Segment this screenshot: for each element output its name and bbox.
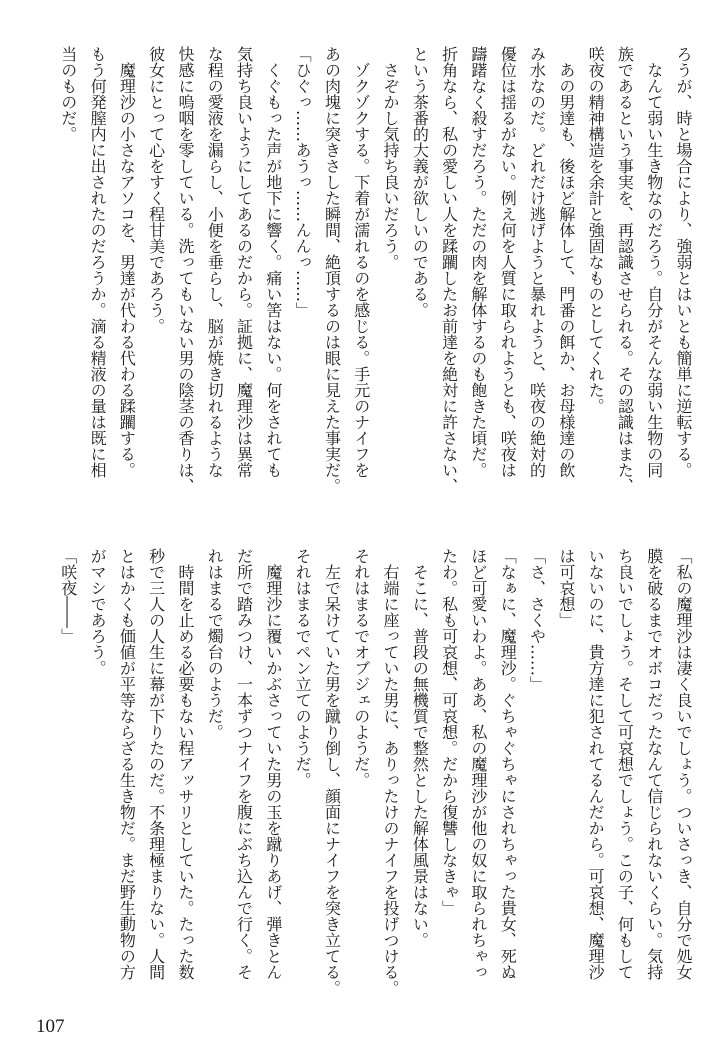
text-column: もう何発膣内に出されたのだろうか。滴る精液の量は既に相 — [88, 46, 108, 478]
text-column: ほど可愛いわよ。ああ、私の魔理沙が他の奴に取られちゃっ — [468, 548, 488, 980]
text-column: 折角なら、私の愛しい人を蹂躙したお前達を絶対に許さない、 — [439, 46, 459, 494]
text-column: 咲夜の精神構造を余計と強固なものとしてくれた。 — [586, 46, 606, 414]
text-column: 魔理沙に覆いかぶさっていた男の玉を蹴りあげ、弾きとん — [263, 548, 283, 980]
text-column: 躊躇なく殺すだろう。ただの肉を解体するのも飽きた頃だ。 — [468, 46, 488, 478]
text-column: あの肉塊に突きさした瞬間、絶頂するのは眼に見えた事実だ。 — [322, 46, 342, 494]
text-column: 快感に嗚咽を零している。洗ってもいない男の陰茎の香りは、 — [175, 46, 195, 494]
text-column: だ所で踏みつけ、一本ずつナイフを腹にぶち込んで行く。そ — [234, 548, 254, 980]
text-column: それはまるでオブジェのようだ。 — [351, 548, 371, 788]
text-column: 「さ、さくや……」 — [527, 548, 547, 692]
text-column: 魔理沙の小さなアソコを、男達が代わる代わる蹂躙する。 — [117, 46, 137, 478]
text-column: たわ。私も可哀想、可哀想。だから復讐しなきゃ」 — [439, 548, 459, 916]
text-column: がマシであろう。 — [88, 548, 108, 676]
text-column: くぐもった声が地下に響く。痛い筈はない。何をされても — [263, 46, 283, 478]
text-column: いないのに、貴方達に犯されてるんだから。可哀想、魔理沙 — [586, 548, 606, 980]
text-column: 左で呆けていた男を蹴り倒し、顔面にナイフを突き立てる。 — [322, 548, 342, 996]
text-column: とはかくも価値が平等ならざる生き物だ。まだ野生動物の方 — [117, 548, 137, 980]
text-column: 「なぁに、魔理沙。ぐちゃぐちゃにされちゃった貴女、死ぬ — [498, 548, 518, 980]
page-number: 107 — [36, 1016, 65, 1037]
text-column: 時間を止める必要もない程アッサリとしていた。たった数 — [175, 548, 195, 980]
text-column: なんて弱い生き物なのだろう。自分がそんな弱い生物の同 — [644, 46, 664, 478]
text-column: は可哀想」 — [556, 548, 576, 628]
text-column: ろうが、時と場合により、強弱とはいとも簡単に逆転する。 — [674, 46, 693, 478]
lower-text-block — [53, 548, 698, 1003]
text-column: 優位は揺るがない。例え何を人質に取られようとも、咲夜は — [498, 46, 518, 478]
text-column: 族であるという事実を、再認識させられる。その認識はまた、 — [615, 46, 635, 494]
text-column: さぞかし気持ち良いだろう。 — [381, 46, 401, 270]
text-column: な程の愛液を漏らし、小便を垂らし、脳が焼き切れるような — [205, 46, 225, 478]
text-column: 膜を破るまでオボコだったなんて信じられないくらい。気持 — [644, 548, 664, 980]
text-column: そこに、普段の無機質で整然とした解体風景はない。 — [410, 548, 430, 948]
text-column: 彼女にとって心をすく程甘美であろう。 — [146, 46, 166, 334]
text-column: み水なのだ。どれだけ逃げようと暴れようと、咲夜の絶対的 — [527, 46, 547, 478]
text-column: れはまるで燭台のようだ。 — [205, 548, 225, 740]
text-column: 「ひぐっ……あうっ……んんっ……」 — [293, 46, 313, 318]
text-column: 「私の魔理沙は凄く良いでしょう。ついさっき、自分で処女 — [674, 548, 693, 980]
text-column: という茶番的大義が欲しいのである。 — [410, 46, 430, 318]
text-column: 右端に座っていた男に、ありったけのナイフを投げつける。 — [381, 548, 401, 996]
text-column: それはまるでペン立てのようだ。 — [293, 548, 313, 788]
text-column: ゾクゾクする。下着が濡れるのを感じる。手元のナイフを — [351, 46, 371, 478]
text-column: 「咲夜――」 — [58, 548, 78, 644]
text-column: 当のものだ。 — [58, 46, 78, 142]
text-column: あの男達も、後ほど解体して、門番の餌か、お母様達の飲 — [556, 46, 576, 478]
text-column: ち良いでしょう。そして可哀想でしょう。この子、何もして — [615, 548, 635, 980]
upper-text-block — [53, 46, 698, 516]
text-column: 気持ち良いようにしてあるのだから。証拠に、魔理沙は異常 — [234, 46, 254, 478]
text-column: 秒で三人の人生に幕が下りたのだ。不条理極まりない。人間 — [146, 548, 166, 980]
